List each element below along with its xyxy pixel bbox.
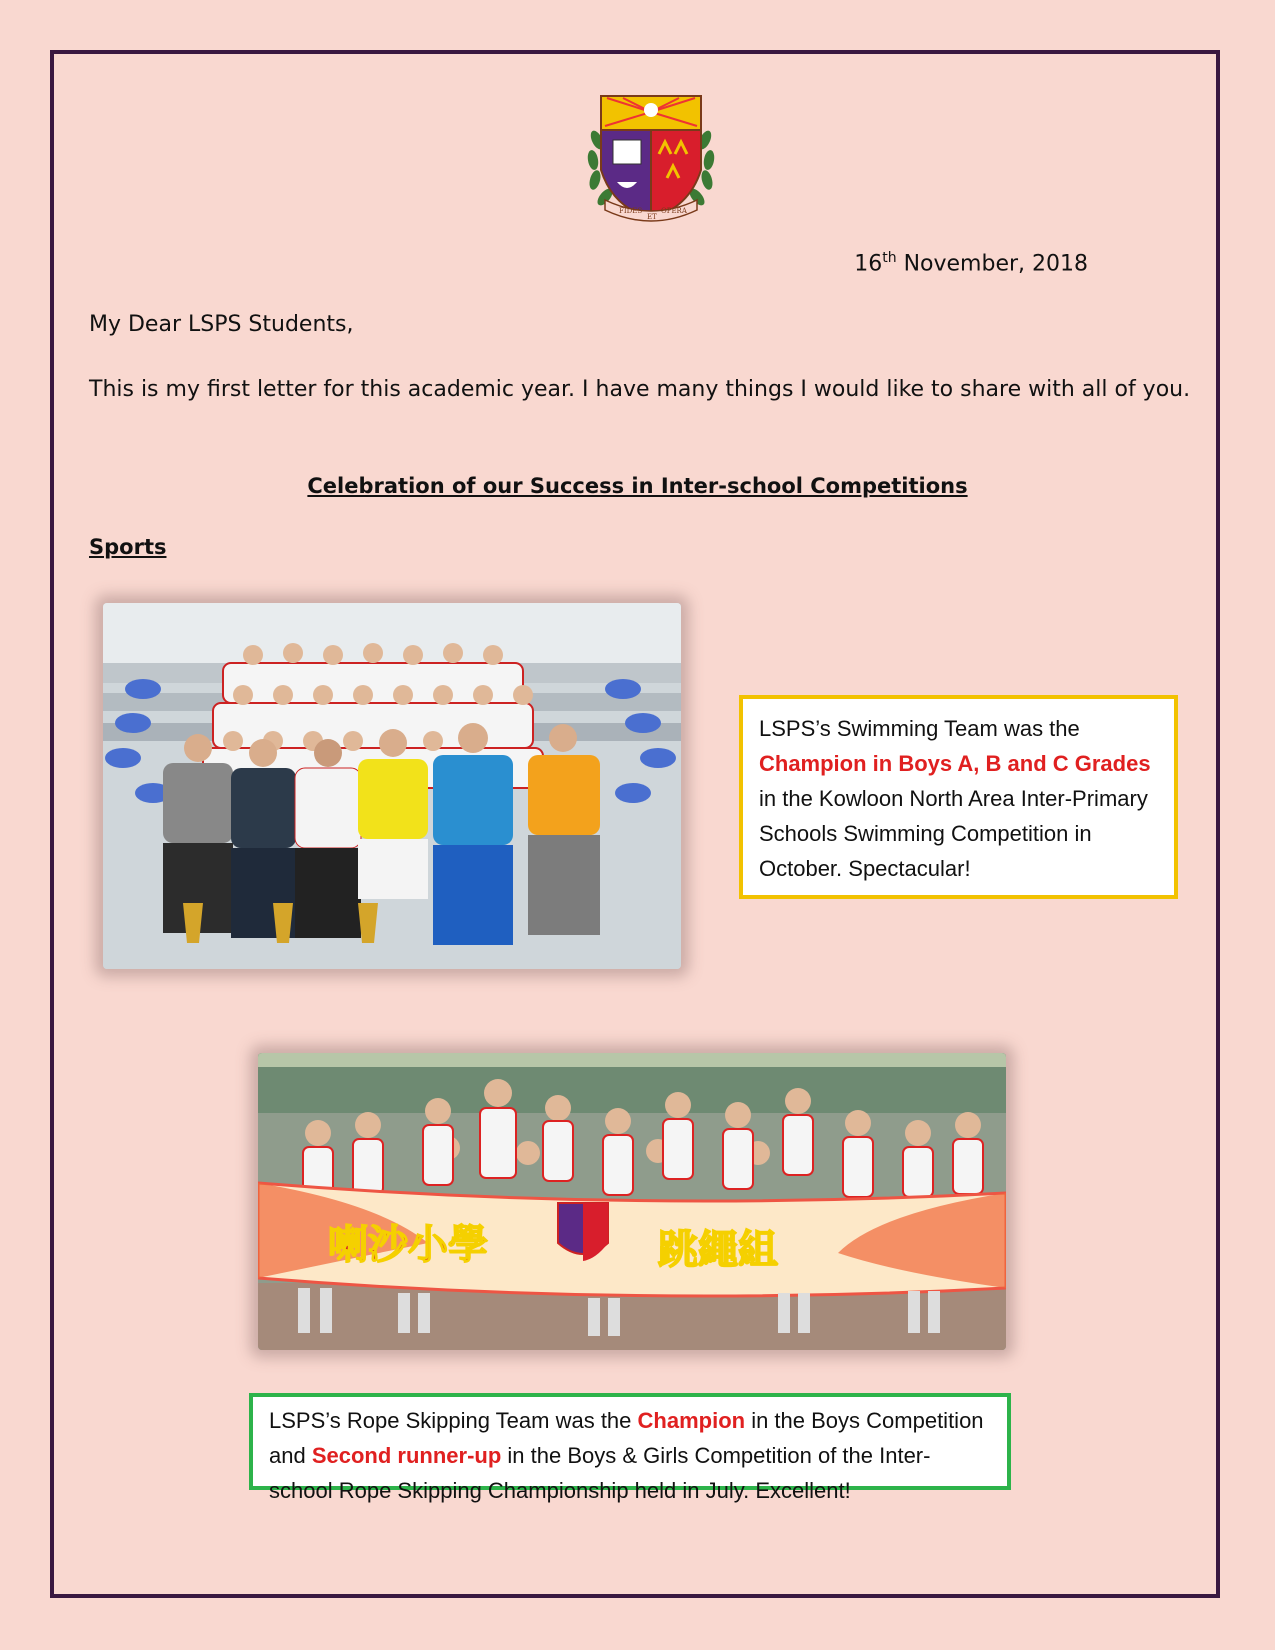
swimming-team-photo — [103, 603, 681, 969]
crest-motto-mid: ET — [647, 213, 657, 221]
rope-text-3: in the Boys & Girls Competition of the Inter-school Rope Skipping Championship held in July. Excellent! — [269, 1443, 931, 1503]
swimming-text-2: in the Kowloon North Area Inter-Primary Schools Swimming Competition in October. Spectacular! — [759, 786, 1148, 881]
banner-school-name: 喇沙小學 — [328, 1222, 488, 1268]
intro-paragraph: This is my first letter for this academic year. I have many things I would like to share with all of you. — [89, 377, 1191, 402]
rope-skipping-team-photo — [258, 1053, 1006, 1350]
rope-text-1: LSPS’s Rope Skipping Team was the — [269, 1408, 638, 1433]
date-suffix: th — [882, 250, 897, 266]
swimming-text-1: LSPS’s Swimming Team was the — [759, 716, 1080, 741]
section-heading: Celebration of our Success in Inter-school Competitions — [307, 474, 968, 498]
swimming-highlight: Champion in Boys A, B and C Grades — [759, 751, 1151, 776]
rope-highlight-runner-up: Second runner-up — [311, 1443, 502, 1468]
swimming-callout — [739, 695, 1178, 899]
crest-motto-left: FIDES — [619, 207, 643, 215]
salutation: My Dear LSPS Students, — [89, 312, 354, 337]
sports-subheading: Sports — [89, 535, 167, 559]
rope-skipping-callout — [249, 1393, 1011, 1503]
school-crest-logo — [583, 90, 719, 224]
banner-team-name: 跳繩組 — [658, 1227, 778, 1273]
rope-highlight-champion: Champion — [637, 1408, 746, 1433]
letter-date — [854, 250, 1088, 276]
crest-motto-right: OPERA — [661, 207, 687, 215]
rope-text-2: in the Boys Competition and — [269, 1408, 984, 1468]
date-day: 16 — [854, 251, 883, 277]
date-month-year: November, 2018 — [896, 251, 1088, 277]
